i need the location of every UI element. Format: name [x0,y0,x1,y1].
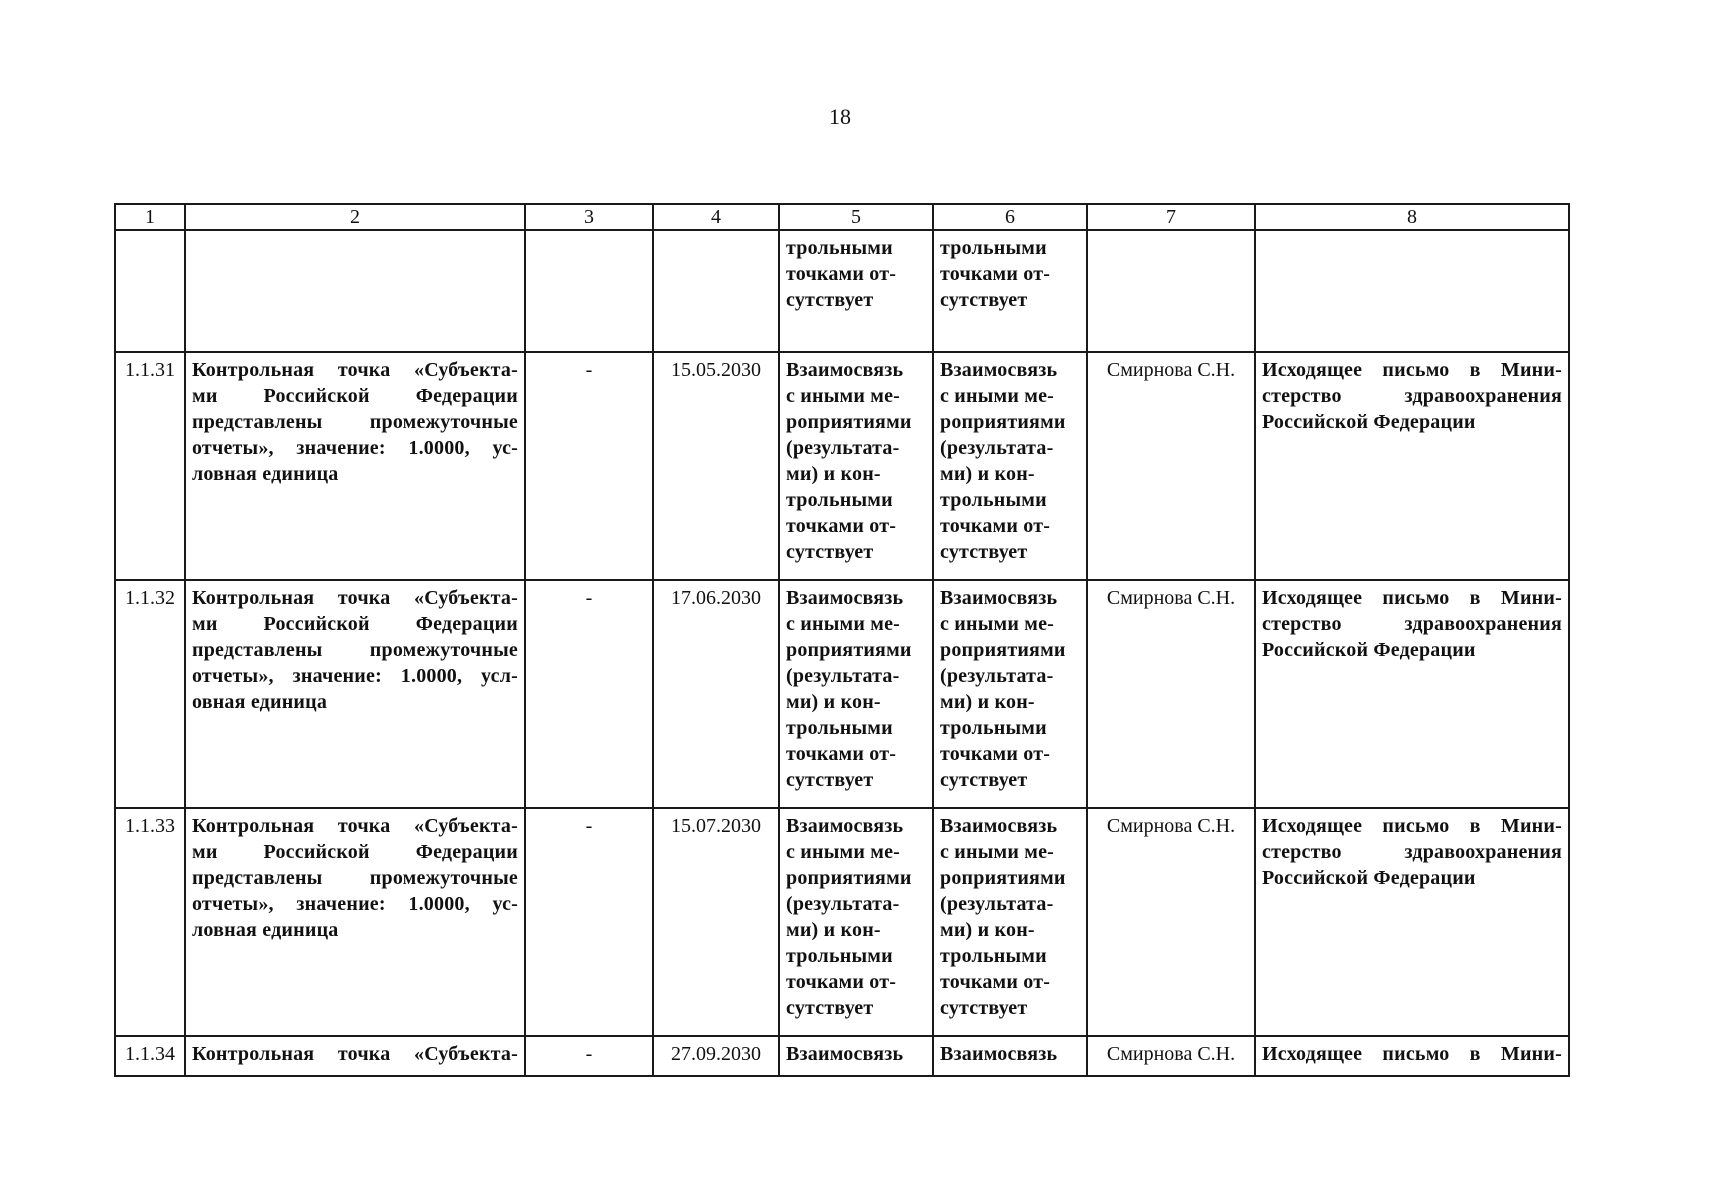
description-line: овная единица [192,691,328,713]
cell-c3 [525,230,653,352]
description-line: Контрольная точка «Субъекта- [192,815,518,837]
row-number: 1.1.32 [125,587,175,609]
relation-6-line: трольными [940,237,1047,259]
cell-num [115,352,185,580]
cell-c3 [525,1036,653,1076]
dash-value: - [585,815,593,837]
row-number: 1.1.33 [125,815,175,837]
responsible-person: Смирнова С.Н. [1106,587,1236,609]
cell-desc [185,352,525,580]
cell-document [1255,352,1569,580]
cell-relation-6 [933,352,1087,580]
document-line: Исходящее письмо в Мини- [1262,359,1562,381]
relation-5-line: Взаимосвязь [786,1043,904,1065]
cell-relation-5 [779,352,933,580]
relation-6-line: роприятиями [940,411,1066,433]
cell-document [1255,808,1569,1036]
header-col-5: 5 [779,204,933,230]
relation-5-line: точками от- [786,263,897,285]
table-row [115,1036,1569,1076]
table-row [115,808,1569,1036]
date-value: 27.09.2030 [671,1043,761,1065]
cell-relation-5 [779,1036,933,1076]
relation-6-line: ми) и кон- [940,463,1035,485]
relation-6-line: сутствует [940,541,1028,563]
relation-5-line: точками от- [786,971,897,993]
description-line: Контрольная точка «Субъекта- [192,587,518,609]
cell-desc [185,808,525,1036]
cell-relation-5 [779,230,933,352]
description-line: отчеты», значение: 1.0000, усл- [192,665,518,687]
relation-5-line: Взаимосвязь [786,815,904,837]
table-row [115,580,1569,808]
cell-relation-6 [933,1036,1087,1076]
description-line: ловная единица [192,919,339,941]
cell-desc [185,230,525,352]
row-number: 1.1.34 [125,1043,175,1065]
cell-desc [185,580,525,808]
relation-6-line: точками от- [940,971,1051,993]
relation-5-line: трольными [786,945,893,967]
relation-6-line: с иными ме- [940,613,1055,635]
dash-value: - [585,587,593,609]
document-line: Российской Федерации [1262,867,1476,889]
header-col-8: 8 [1255,204,1569,230]
relation-5-line: сутствует [786,289,874,311]
document-line: Исходящее письмо в Мини- [1262,1043,1562,1065]
relation-6-line: точками от- [940,515,1051,537]
description-line: ловная единица [192,463,339,485]
cell-c3 [525,352,653,580]
relation-5-line: ми) и кон- [786,463,881,485]
relation-5-line: (результата- [786,893,900,915]
relation-6-line: Взаимосвязь [940,359,1058,381]
relation-5-line: трольными [786,717,893,739]
cell-responsible [1087,808,1255,1036]
cell-document [1255,580,1569,808]
cell-date [653,580,779,808]
cell-relation-5 [779,808,933,1036]
description-line: представлены промежуточные [192,639,518,661]
cell-date [653,352,779,580]
table-row [115,352,1569,580]
relation-6-line: роприятиями [940,867,1066,889]
description-line: Контрольная точка «Субъекта- [192,359,518,381]
cell-responsible [1087,1036,1255,1076]
dash-value: - [585,359,593,381]
responsible-person: Смирнова С.Н. [1106,1043,1236,1065]
document-line: стерство здравоохранения [1262,385,1562,407]
description-line: отчеты», значение: 1.0000, ус- [192,437,518,459]
relation-6-line: сутствует [940,289,1028,311]
relation-5-line: с иными ме- [786,385,901,407]
relation-5-line: ми) и кон- [786,691,881,713]
description-line: ми Российской Федерации [192,841,518,863]
relation-5-line: Взаимосвязь [786,359,904,381]
relation-6-line: сутствует [940,769,1028,791]
cell-num [115,580,185,808]
cell-desc [185,1036,525,1076]
cell-num [115,230,185,352]
relation-5-line: роприятиями [786,639,912,661]
header-col-7: 7 [1087,204,1255,230]
cell-c3 [525,580,653,808]
relation-6-line: Взаимосвязь [940,1043,1058,1065]
relation-6-line: (результата- [940,665,1054,687]
cell-relation-6 [933,580,1087,808]
relation-6-line: (результата- [940,893,1054,915]
continuation-row [115,230,1569,352]
header-col-2: 2 [185,204,525,230]
cell-num [115,1036,185,1076]
cell-c3 [525,808,653,1036]
relation-6-line: (результата- [940,437,1054,459]
document-line: Российской Федерации [1262,639,1476,661]
relation-6-line: роприятиями [940,639,1066,661]
relation-6-line: ми) и кон- [940,919,1035,941]
header-col-4: 4 [653,204,779,230]
milestones-table [114,203,1570,1077]
relation-5-line: с иными ме- [786,613,901,635]
document-line: стерство здравоохранения [1262,613,1562,635]
cell-date [653,808,779,1036]
cell-responsible [1087,580,1255,808]
relation-6-line: точками от- [940,263,1051,285]
header-col-1: 1 [115,204,185,230]
relation-6-line: с иными ме- [940,385,1055,407]
document-line: Российской Федерации [1262,411,1476,433]
document-line: стерство здравоохранения [1262,841,1562,863]
header-row [115,204,1569,230]
description-line: ми Российской Федерации [192,385,518,407]
dash-value: - [585,1043,593,1065]
relation-5-line: точками от- [786,515,897,537]
header-col-3: 3 [525,204,653,230]
relation-6-line: точками от- [940,743,1051,765]
date-value: 15.05.2030 [671,359,761,381]
cell-relation-6 [933,808,1087,1036]
description-line: отчеты», значение: 1.0000, ус- [192,893,518,915]
relation-6-line: трольными [940,945,1047,967]
relation-6-line: сутствует [940,997,1028,1019]
cell-date [653,230,779,352]
relation-6-line: трольными [940,717,1047,739]
cell-document [1255,230,1569,352]
relation-5-line: сутствует [786,541,874,563]
page-number: 18 [829,104,851,129]
cell-responsible [1087,352,1255,580]
relation-5-line: трольными [786,489,893,511]
relation-6-line: Взаимосвязь [940,587,1058,609]
relation-5-line: (результата- [786,437,900,459]
description-line: представлены промежуточные [192,411,518,433]
relation-6-line: ми) и кон- [940,691,1035,713]
responsible-person: Смирнова С.Н. [1106,815,1236,837]
date-value: 17.06.2030 [671,587,761,609]
relation-6-line: трольными [940,489,1047,511]
relation-5-line: точками от- [786,743,897,765]
relation-5-line: сутствует [786,997,874,1019]
relation-5-line: роприятиями [786,867,912,889]
document-line: Исходящее письмо в Мини- [1262,587,1562,609]
header-col-6: 6 [933,204,1087,230]
relation-5-line: сутствует [786,769,874,791]
relation-5-line: роприятиями [786,411,912,433]
description-line: представлены промежуточные [192,867,518,889]
cell-responsible [1087,230,1255,352]
relation-5-line: с иными ме- [786,841,901,863]
relation-6-line: Взаимосвязь [940,815,1058,837]
relation-5-line: трольными [786,237,893,259]
cell-date [653,1036,779,1076]
relation-5-line: Взаимосвязь [786,587,904,609]
relation-5-line: ми) и кон- [786,919,881,941]
date-value: 15.07.2030 [671,815,761,837]
document-line: Исходящее письмо в Мини- [1262,815,1562,837]
description-line: ми Российской Федерации [192,613,518,635]
cell-relation-6 [933,230,1087,352]
relation-5-line: (результата- [786,665,900,687]
row-number: 1.1.31 [125,359,175,381]
cell-num [115,808,185,1036]
responsible-person: Смирнова С.Н. [1106,359,1236,381]
cell-relation-5 [779,580,933,808]
cell-document [1255,1036,1569,1076]
relation-6-line: с иными ме- [940,841,1055,863]
description-line: Контрольная точка «Субъекта- [192,1043,518,1065]
